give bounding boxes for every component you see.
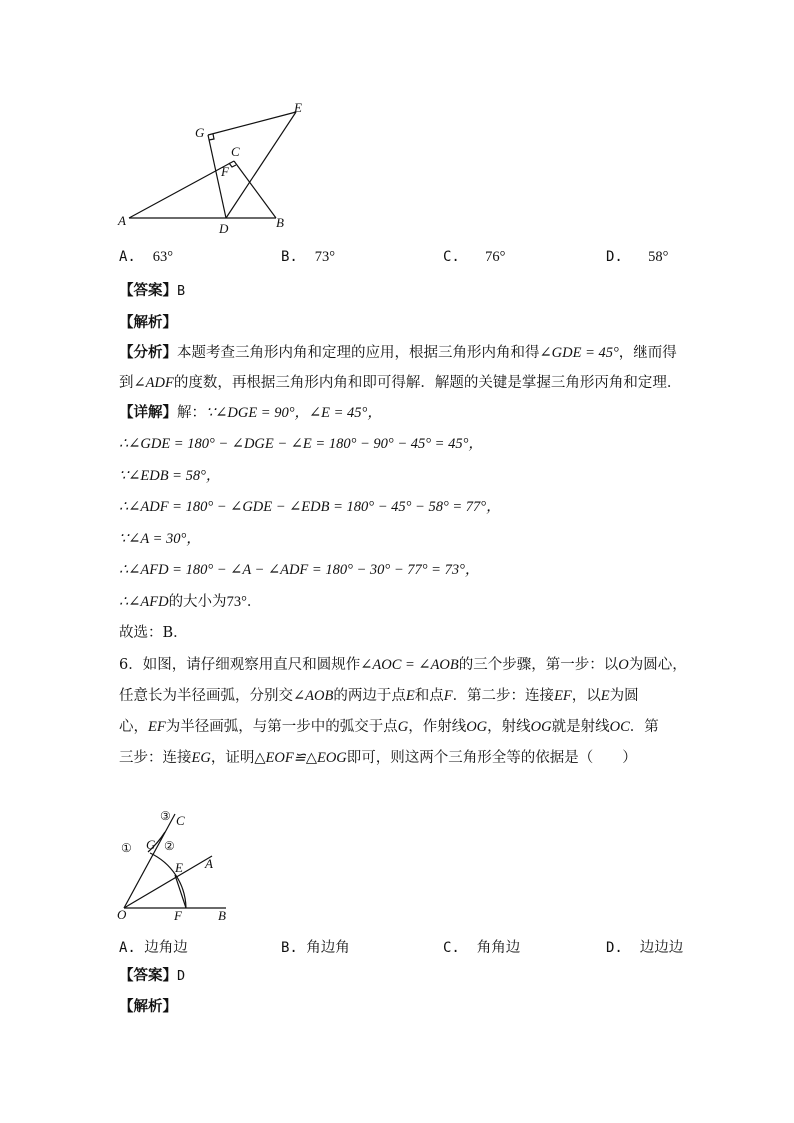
q6-answer: 【答案】D: [119, 967, 186, 984]
label-f: F: [221, 164, 229, 179]
q6-stem-line1: 6．如图，请仔细观察用直尺和圆规作∠AOC = ∠AOB的三个步骤，第一步：以O为圆心，: [119, 657, 687, 673]
q5-option-b: B. 73°: [281, 249, 336, 265]
q6-option-a: A. 边角边: [119, 940, 188, 956]
q6-analysis-heading: 【解析】: [119, 998, 177, 1015]
label-g: G: [195, 125, 205, 140]
q5-step4: ∴∠ADF = 180° − ∠GDE − ∠EDB = 180° − 45° − 58° = 77°，: [119, 499, 501, 515]
q6-option-d: D. 边边边: [606, 940, 684, 956]
right-angle-mark-c: [229, 163, 236, 167]
q5-step3: ∵∠EDB = 58°，: [119, 468, 221, 484]
step-2-marker: ②: [164, 839, 175, 853]
label-f: F: [174, 908, 182, 923]
compass-construction-figure: [110, 800, 250, 925]
q6-stem-line3: 心，EF为半径画弧，与第一步中的弧交于点G，作射线OG，射线OG就是射线OC．第: [119, 719, 659, 735]
label-e: E: [294, 100, 302, 115]
label-b: B: [276, 215, 284, 230]
label-e: E: [175, 860, 183, 875]
q6-option-c: C. 角角边: [443, 940, 521, 956]
segment-ef: [175, 875, 186, 908]
q5-option-c: C. 76°: [443, 249, 506, 265]
segment-cb: [234, 161, 276, 218]
segment-af: [129, 161, 234, 218]
q6-stem-line4: 三步：连接EG，证明△EOF≌△EOG即可，则这两个三角形全等的依据是（ ）: [119, 750, 637, 766]
q5-detail-line1: 【详解】解：∵∠DGE = 90°，∠E = 45°，: [119, 404, 382, 421]
q6-option-b: B. 角边角: [281, 940, 350, 956]
step-3-marker: ③: [160, 809, 171, 823]
step-1-marker: ①: [121, 841, 132, 855]
q5-analysis-heading: 【解析】: [119, 314, 177, 331]
ray-oa: [124, 856, 212, 908]
label-b: B: [218, 908, 226, 923]
label-g: G: [146, 837, 156, 852]
q5-choose: 故选：B．: [119, 625, 188, 641]
q5-step7: ∴∠AFD的大小为73°．: [119, 594, 262, 610]
label-a: A: [205, 856, 213, 871]
q5-option-a: A. 63°: [119, 249, 174, 265]
label-d: D: [219, 221, 229, 235]
label-c: C: [176, 813, 185, 828]
q5-step2: ∴∠GDE = 180° − ∠DGE − ∠E = 180° − 90° − 45° = 45°，: [119, 436, 483, 452]
q5-fenxi-line2: 到∠ADF的度数，再根据三角形内角和即可得解．解题的关键是掌握三角形丙角和定理．: [119, 375, 682, 391]
label-o: O: [117, 907, 127, 922]
label-a: A: [118, 213, 126, 228]
label-c: C: [231, 144, 240, 159]
q6-stem-line2: 任意长为半径画弧，分别交∠AOB的两边于点E和点F．第二步：连接EF，以E为圆: [119, 688, 639, 704]
q5-fenxi-line1: 【分析】本题考查三角形内角和定理的应用，根据三角形内角和得∠GDE = 45°，继而得: [119, 344, 677, 361]
q5-step6: ∴∠AFD = 180° − ∠A − ∠ADF = 180° − 30° − 77° = 73°，: [119, 562, 480, 578]
q5-option-d: D. 58°: [606, 249, 669, 265]
q5-step5: ∵∠A = 30°，: [119, 531, 201, 547]
triangle-figure: [110, 95, 320, 235]
q5-answer: 【答案】B: [119, 282, 186, 299]
ray-oc: [124, 814, 175, 908]
